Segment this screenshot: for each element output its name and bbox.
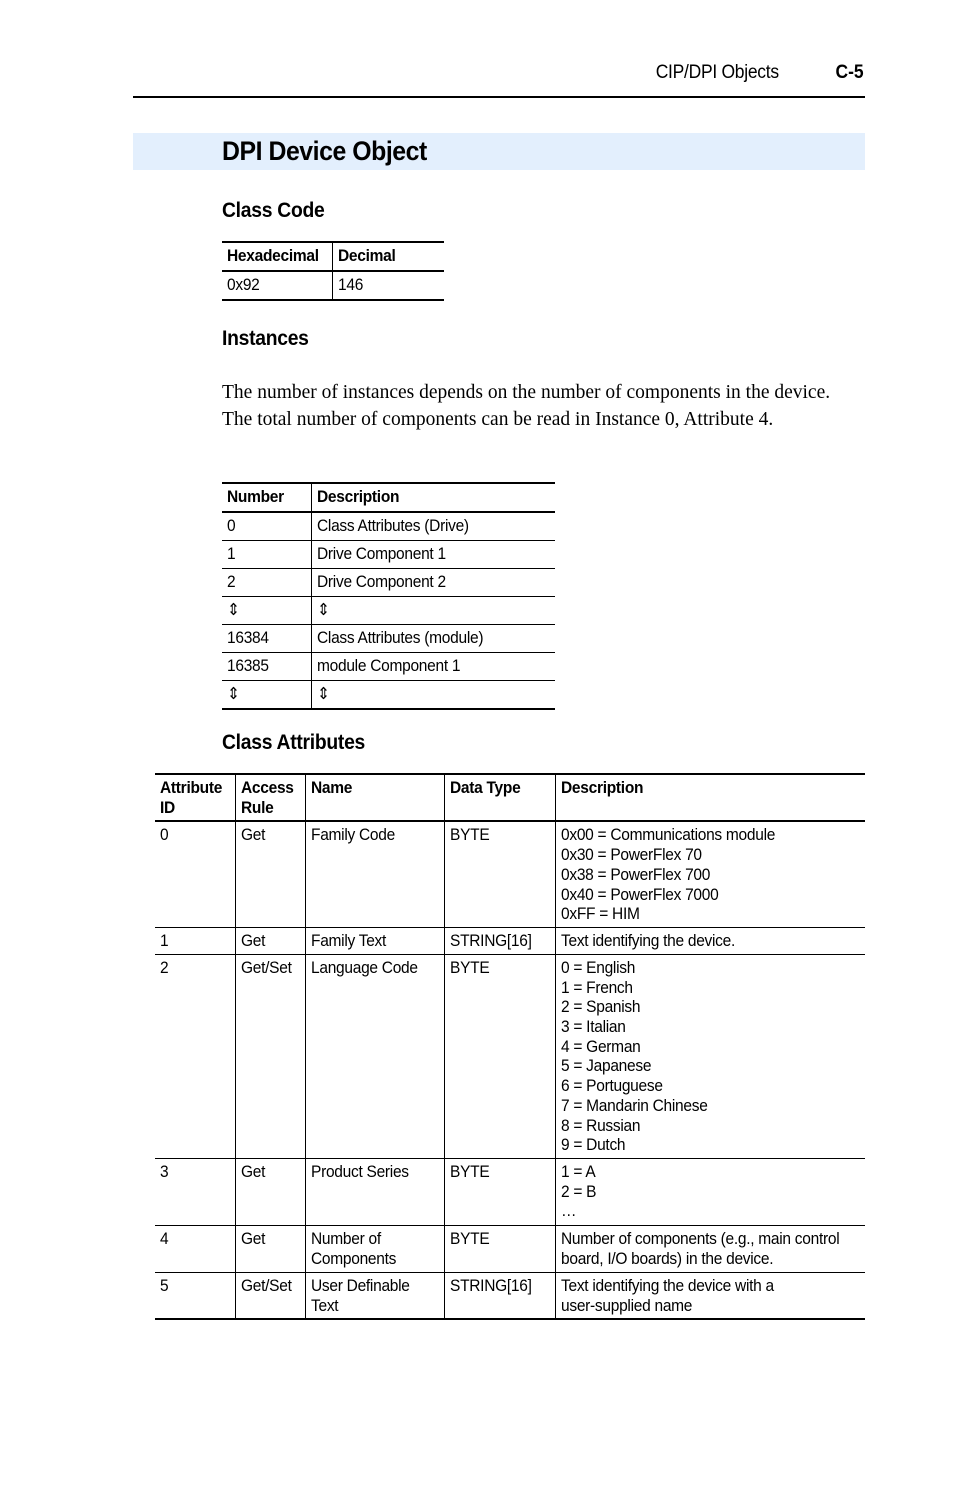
instances-heading: Instances [222, 327, 309, 350]
class-attributes-table [155, 773, 865, 1320]
table-cell: Text identifying the device with a user-supplied name [555, 1272, 865, 1319]
table-row [155, 1272, 865, 1319]
column-header: Name [305, 774, 444, 821]
column-header: Description [311, 483, 555, 512]
table-cell: 16384 [227, 629, 269, 647]
table-cell: Language Code [305, 954, 444, 1158]
table-row [155, 1225, 865, 1272]
table-row [222, 681, 555, 710]
table-row [222, 597, 555, 625]
table-cell: 4 [160, 1229, 169, 1248]
table-cell: STRING[16] [444, 927, 555, 954]
table-row [222, 653, 555, 681]
table-cell: ⇕ [227, 601, 240, 619]
table-cell: Product Series [305, 1158, 444, 1225]
table-row [155, 1158, 865, 1225]
table-cell: Text identifying the device. [555, 927, 865, 954]
table-cell: ⇕ [227, 685, 240, 703]
table-cell: 146 [332, 271, 444, 300]
class-attributes-heading: Class Attributes [222, 731, 366, 754]
table-cell: 0x92 [227, 276, 260, 294]
header-section-title: CIP/DPI Objects [655, 62, 779, 83]
table-cell: Get [235, 821, 305, 927]
table-cell: Class Attributes (Drive) [311, 512, 555, 541]
table-cell: 5 [160, 1276, 169, 1295]
table-cell: Number of components (e.g., main control board, I/O boards) in the device. [555, 1225, 865, 1272]
table-cell: Family Text [305, 927, 444, 954]
table-cell: 2 [227, 573, 236, 591]
class-code-heading: Class Code [222, 199, 325, 222]
table-cell: 1 = A 2 = B … [555, 1158, 865, 1225]
column-header: Data Type [444, 774, 555, 821]
table-cell: 0 [227, 517, 236, 535]
header-rule [133, 96, 865, 98]
table-cell: Drive Component 1 [311, 541, 555, 569]
table-cell: BYTE [444, 1158, 555, 1225]
table-row [155, 821, 865, 927]
table-header-row [222, 483, 555, 512]
table-cell: Get [235, 927, 305, 954]
instances-paragraph: The number of instances depends on the number of components in the device. The total number of components can be read in Instance 0, Attribute 4. [222, 382, 831, 430]
table-cell: Family Code [305, 821, 444, 927]
table-cell: Get [235, 1225, 305, 1272]
table-header-row [222, 242, 444, 271]
table-cell: 0 = English 1 = French 2 = Spanish 3 = Italian 4 = German 5 = Japanese 6 = Portuguese 7 = Mandarin Chinese 8 = Russian 9 = Dutch [555, 954, 865, 1158]
table-cell: STRING[16] [444, 1272, 555, 1319]
table-row [222, 512, 555, 541]
table-row [222, 271, 444, 300]
column-header: Attribute ID [160, 779, 223, 817]
table-row [155, 927, 865, 954]
table-cell: BYTE [444, 821, 555, 927]
instances-table [222, 482, 555, 710]
table-cell: Get/Set [235, 1272, 305, 1319]
table-cell: Drive Component 2 [311, 569, 555, 597]
table-cell: ⇕ [311, 597, 555, 625]
column-header: Decimal [332, 242, 444, 271]
column-header: Access Rule [235, 774, 305, 821]
table-cell: 0 [160, 826, 169, 845]
table-row [222, 625, 555, 653]
table-row [155, 954, 865, 1158]
table-cell: Get [235, 1158, 305, 1225]
table-cell: Get/Set [235, 954, 305, 1158]
table-cell: 1 [160, 931, 169, 950]
table-header-row [155, 774, 865, 821]
column-header: Hexadecimal [227, 247, 319, 265]
table-cell: ⇕ [311, 681, 555, 710]
table-cell: 1 [227, 545, 236, 563]
table-cell: BYTE [444, 954, 555, 1158]
header-page-number: C-5 [835, 62, 864, 83]
table-cell: Number of Components [305, 1225, 444, 1272]
table-cell: 16385 [227, 657, 269, 675]
table-cell: 0x00 = Communications module 0x30 = PowerFlex 70 0x38 = PowerFlex 700 0x40 = PowerFlex 7000 0xFF = HIM [555, 821, 865, 927]
table-cell: module Component 1 [311, 653, 555, 681]
table-row [222, 569, 555, 597]
class-code-table [222, 241, 444, 301]
column-header: Number [227, 488, 284, 506]
column-header: Description [555, 774, 865, 821]
table-cell: BYTE [444, 1225, 555, 1272]
running-header [0, 62, 954, 86]
table-cell: 3 [160, 1162, 169, 1181]
table-cell: 2 [160, 958, 169, 977]
table-row [222, 541, 555, 569]
page-title: DPI Device Object [222, 136, 427, 166]
table-cell: User Definable Text [305, 1272, 444, 1319]
table-cell: Class Attributes (module) [311, 625, 555, 653]
